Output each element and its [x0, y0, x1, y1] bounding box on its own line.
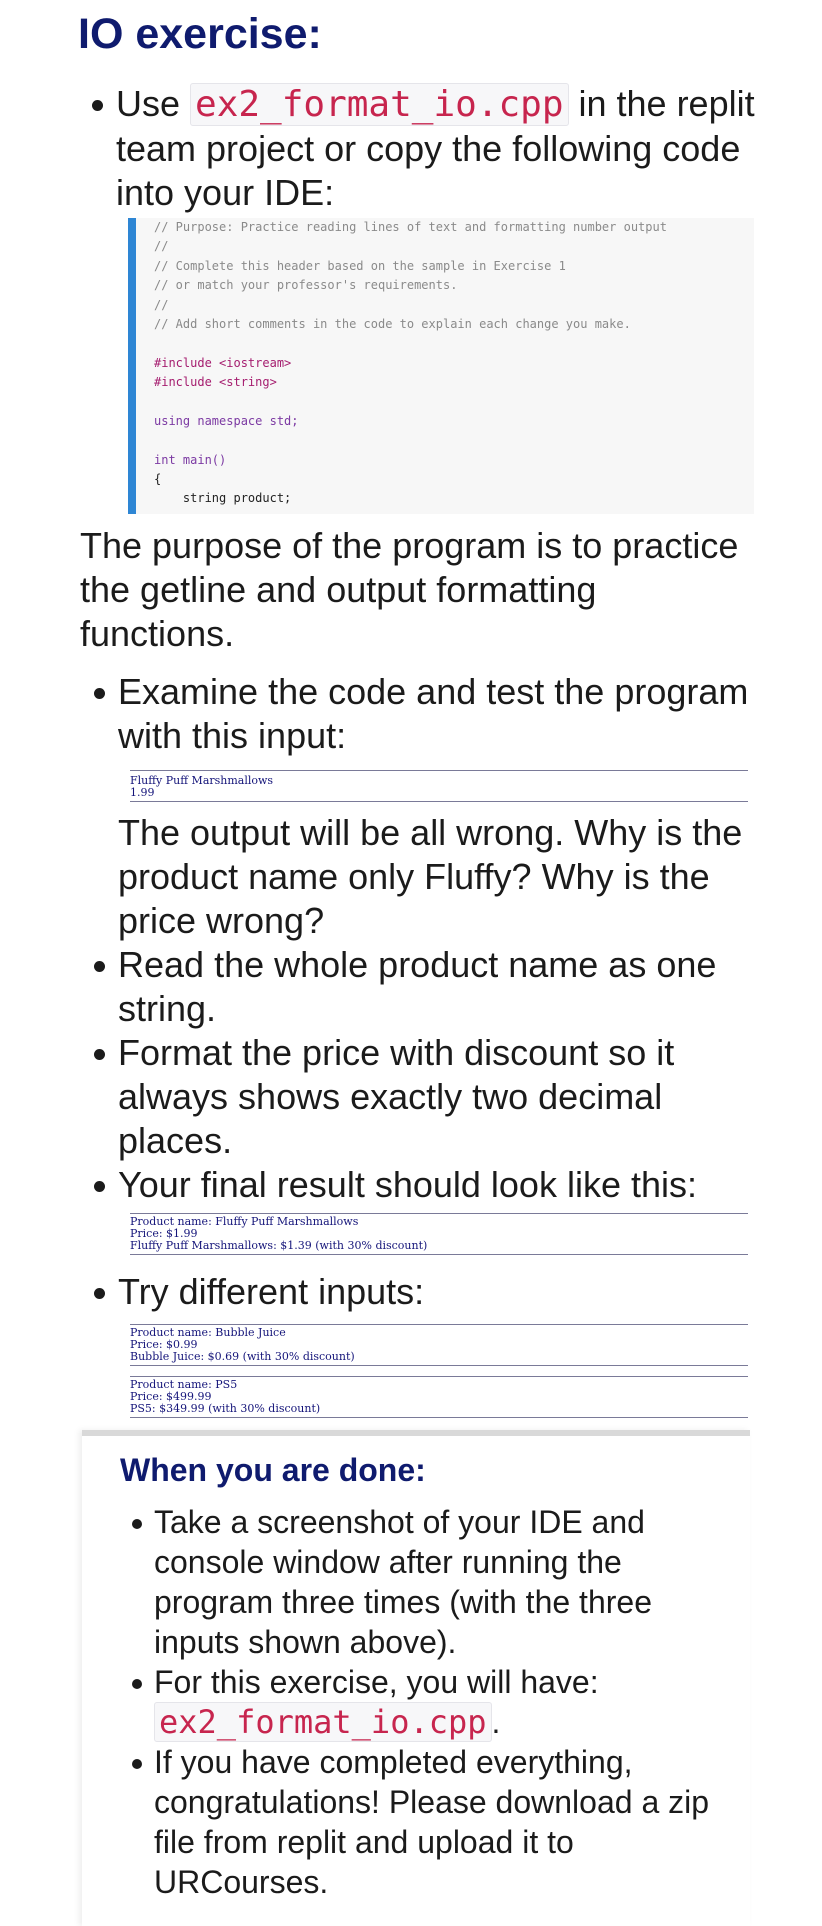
- console-line: Product name: Bubble Juice: [130, 1326, 286, 1339]
- instructions-list-3: [118, 811, 758, 1207]
- purpose-paragraph: The purpose of the program is to practice the getline and output formatting functions.: [80, 525, 739, 654]
- code-block: [128, 218, 754, 514]
- console-try-ps5: [130, 1376, 748, 1418]
- use-suffix-text: in the replit team project or copy the following code into your IDE:: [116, 83, 755, 213]
- list-item-try-inputs: Try different inputs:: [118, 1270, 758, 1314]
- console-try-bubble-juice: [130, 1324, 748, 1366]
- when-done-box: [82, 1430, 750, 1926]
- code-line: {: [154, 472, 162, 487]
- when-done-title: When you are done:: [120, 1452, 426, 1488]
- filename-code: ex2_format_io.cpp: [154, 1702, 492, 1742]
- console-line: Product name: Fluffy Puff Marshmallows: [130, 1215, 359, 1228]
- console-final-result: [130, 1213, 748, 1255]
- list-item-screenshot: Take a screenshot of your IDE and console window after running the program three times (with the three inputs shown above).: [154, 1502, 714, 1662]
- console-line: Bubble Juice: $0.69 (with 30% discount): [130, 1350, 355, 1363]
- code-line: [136, 334, 754, 353]
- console-line: Fluffy Puff Marshmallows: $1.39 (with 30% discount): [130, 1239, 428, 1252]
- instructions-list-2: [118, 670, 758, 758]
- when-done-list: [154, 1502, 714, 1902]
- code-line: #include <iostream>: [154, 355, 292, 370]
- have-prefix-text: For this exercise, you will have:: [154, 1664, 599, 1700]
- console-line: Product name: PS5: [130, 1378, 238, 1391]
- code-line: //: [154, 297, 169, 312]
- code-lines: [136, 218, 754, 509]
- instructions-list-4: [118, 1270, 758, 1314]
- console-line: Fluffy Puff Marshmallows: [130, 774, 274, 787]
- list-item-use-file: [116, 82, 756, 215]
- have-suffix-text: .: [491, 1704, 501, 1740]
- list-item-you-will-have: [154, 1662, 714, 1742]
- console-line: PS5: $349.99 (with 30% discount): [130, 1402, 321, 1415]
- code-line: // Add short comments in the code to explain each change you make.: [154, 316, 631, 331]
- console-input-sample: [130, 770, 748, 802]
- filename-code: ex2_format_io.cpp: [190, 83, 568, 126]
- code-line: string product;: [154, 491, 292, 506]
- use-prefix-text: Use: [116, 83, 191, 124]
- list-item-read-name: Read the whole product name as one string.: [118, 943, 758, 1031]
- code-line: // or match your professor's requirements.: [154, 278, 458, 293]
- code-line: #include <string>: [154, 375, 277, 390]
- console-line: 1.99: [130, 786, 155, 799]
- console-line: Price: $499.99: [130, 1390, 212, 1403]
- list-item-congrats: If you have completed everything, congratulations! Please download a zip file from replit and upload it to URCourses.: [154, 1742, 714, 1902]
- code-line: //: [154, 239, 169, 254]
- code-line: int main(): [154, 452, 227, 467]
- code-line: [136, 393, 754, 412]
- wrong-output-text: The output will be all wrong. Why is the product name only Fluffy? Why is the price wrong?: [118, 812, 743, 941]
- console-line: Price: $1.99: [130, 1227, 198, 1240]
- instructions-list-1: [116, 82, 756, 215]
- code-line: // Complete this header based on the sample in Exercise 1: [154, 258, 566, 273]
- code-line: [136, 431, 754, 450]
- list-item-final-result: Your final result should look like this:: [118, 1163, 758, 1207]
- code-line: // Purpose: Practice reading lines of text and formatting number output: [154, 220, 667, 234]
- list-item-format-price: Format the price with discount so it always shows exactly two decimal places.: [118, 1031, 758, 1163]
- page-title: IO exercise:: [78, 10, 322, 58]
- list-item-examine: Examine the code and test the program with this input:: [118, 670, 758, 758]
- code-line: using namespace std;: [154, 413, 299, 428]
- console-line: Price: $0.99: [130, 1338, 198, 1351]
